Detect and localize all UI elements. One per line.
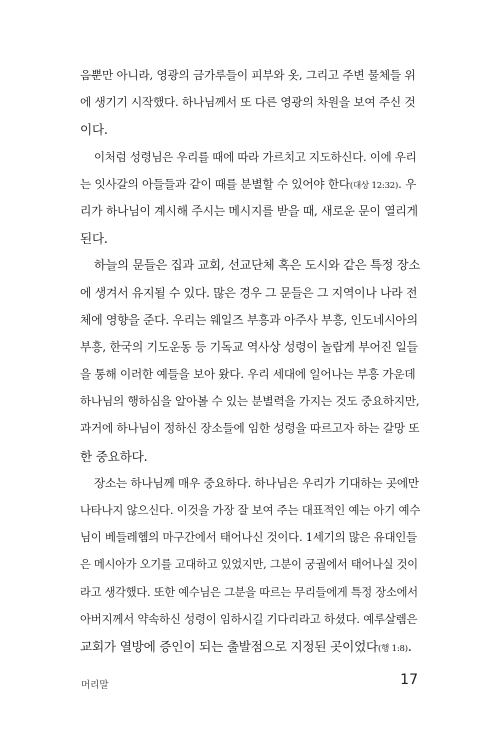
text-line: 을 통해 이러한 예들을 보아 왔다. 우리 세대에 일어나는 부흥 가운데 [80, 367, 416, 382]
text-line: 에 생겨서 유지될 수 있다. 많은 경우 그 문들은 그 지역이나 나라 전 [80, 285, 418, 300]
text-line [80, 171, 420, 198]
text-line: 음뿐만 아니라, 영광의 금가루들이 피부와 옷, 그리고 주변 물체들 위 [80, 68, 416, 82]
text-line: 라고 생각했다. 또한 예수님은 그분을 따르는 무리들에게 특정 장소에서 [80, 585, 418, 599]
text-line: 님이 베들레헴의 마구간에서 태어나신 것이다. 1세기의 많은 유대인들 [80, 530, 417, 545]
text-line: 과거에 하나님이 정하신 장소들에 임한 성령을 따르고자 하는 갈망 또 [80, 421, 420, 436]
running-footer-section: 머리말 [81, 680, 109, 691]
text-line: 에 생기기 시작했다. 하나님께서 또 다른 영광의 차원을 보여 주신 것 [80, 95, 416, 110]
text-line: 이처럼 성령님은 우리를 때에 따라 가르치고 지도하신다. 이에 우리 [94, 149, 417, 164]
text-line: 장소는 하나님께 매우 중요하다. 하나님은 우리가 기대하는 곳에만 [94, 475, 419, 490]
text-line: 하늘의 문들은 집과 교회, 선교단체 혹은 도시와 같은 특정 장소 [94, 258, 421, 273]
text-line: 부흥, 한국의 기도운동 등 기독교 역사상 성령이 놀랍게 부어진 일들 [80, 339, 418, 354]
paragraph-4 [80, 470, 420, 660]
text-segment: . [407, 638, 412, 654]
text-line [80, 633, 420, 660]
scripture-reference: (행 1:8) [378, 643, 408, 654]
page-number: 17 [400, 672, 418, 688]
text-line: 은 메시아가 오기를 고대하고 있었지만, 그분이 궁궐에서 태어나실 것이 [80, 558, 418, 572]
text-line: 한 중요하다. [80, 448, 148, 464]
text-line: 된다. [80, 231, 108, 247]
text-segment: . 우 [398, 176, 417, 191]
text-segment: 교회가 열방에 증인이 되는 출발점으로 지정된 곳이었다 [80, 638, 379, 654]
text-line: 하나님의 행하심을 알아볼 수 있는 분별력을 가지는 것도 중요하지만, [80, 394, 420, 409]
paragraph-2 [80, 144, 420, 253]
scripture-reference: (대상 12:32) [349, 180, 399, 191]
paragraph-3 [80, 252, 420, 470]
text-segment: 는 잇사갈의 아들들과 같이 때를 분별할 수 있어야 한다 [80, 176, 350, 191]
text-line: 리가 하나님이 계시해 주시는 메시지를 받을 때, 새로운 문이 열리게 [80, 203, 418, 218]
paragraph-1 [80, 62, 420, 144]
text-line: 아버지께서 약속하신 성령이 임하시길 기다리라고 하셨다. 예루살렘은 [80, 611, 418, 626]
text-line: 나타나지 않으신다. 이것을 가장 잘 보여 주는 대표적인 예는 아기 예수 [80, 503, 421, 517]
text-line: 이다. [80, 122, 108, 138]
body-text [80, 62, 420, 660]
text-line: 체에 영향을 준다. 우리는 웨일즈 부흥과 아주사 부흥, 인도네시아의 [80, 312, 418, 327]
